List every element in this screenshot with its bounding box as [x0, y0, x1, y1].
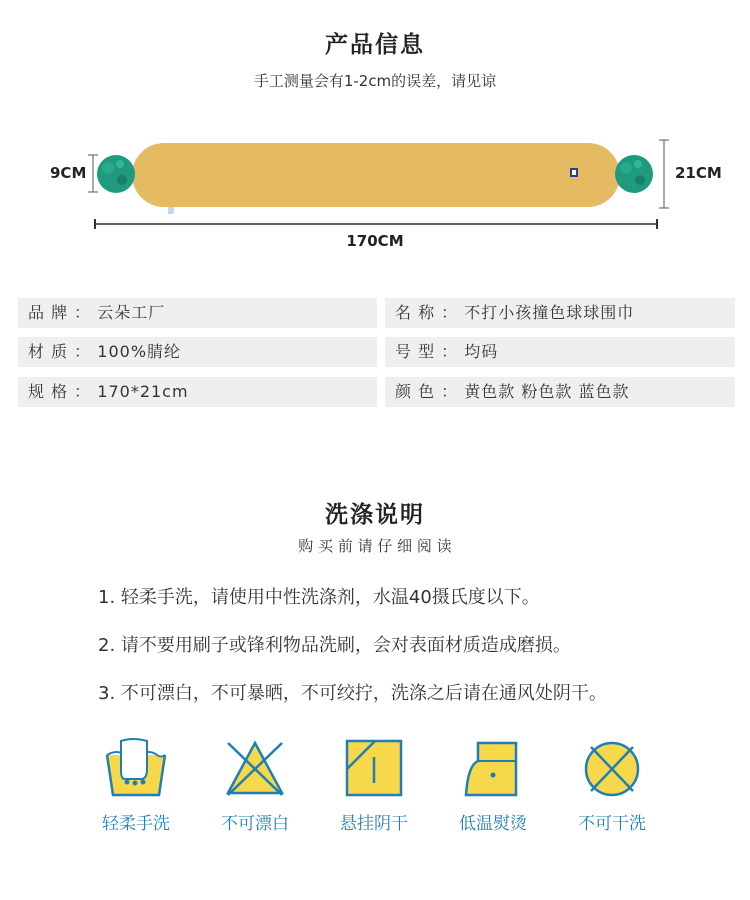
- info-row-name: 名 称 ： 不打小孩撞色球球围巾: [385, 298, 735, 328]
- wash-title: 洗涤说明: [325, 502, 425, 528]
- scarf-hang-tag: [168, 207, 174, 214]
- info-value: 不打小孩撞色球球围巾: [464, 303, 635, 322]
- no-bleach-icon: [222, 735, 288, 801]
- measurement-note: 手工测量会有1-2cm的误差，请见谅: [253, 72, 497, 90]
- product-info-title: 产品信息: [325, 32, 425, 58]
- scarf-body: [132, 143, 620, 207]
- right-pompom: [615, 155, 653, 193]
- care-item-low-iron: [438, 735, 548, 834]
- care-label: 悬挂阴干: [340, 814, 408, 834]
- scarf-diagram: [0, 130, 750, 240]
- info-label: 规 格: [28, 382, 69, 401]
- care-item-no-bleach: [200, 735, 310, 834]
- info-value: 100%腈纶: [97, 342, 182, 361]
- care-label: 不可漂白: [221, 814, 289, 834]
- care-label: 低温熨烫: [459, 814, 527, 834]
- length-label: 170CM: [346, 232, 404, 250]
- left-height-marker: [88, 155, 98, 192]
- info-row-brand: 品 牌 ： 云朵工厂: [18, 298, 377, 328]
- left-height-label: 9CM: [50, 164, 87, 182]
- wash-instruction-2: 2. 请不要用刷子或锋利物品洗刷，会对表面材质造成磨损。: [98, 635, 571, 656]
- wash-instruction-1: 1. 轻柔手洗，请使用中性洗涤剂，水温40摄氏度以下。: [98, 587, 540, 608]
- wash-instruction-3: 3. 不可漂白，不可暴晒，不可绞拧，洗涤之后请在通风处阴干。: [98, 683, 607, 704]
- care-item-no-dry-clean: [557, 735, 667, 834]
- info-value: 170*21cm: [97, 382, 189, 401]
- care-label: 轻柔手洗: [102, 814, 170, 834]
- care-item-shade-dry: [319, 735, 429, 834]
- low-iron-icon: [460, 735, 526, 801]
- info-value: 云朵工厂: [97, 303, 166, 322]
- info-row-size: 号 型 ： 均码: [385, 337, 735, 367]
- right-height-marker: [659, 140, 669, 208]
- care-label: 不可干洗: [578, 814, 646, 834]
- info-label: 品 牌: [28, 303, 69, 322]
- info-label: 名 称: [395, 303, 436, 322]
- wash-subtitle: 购 买 前 请 仔 细 阅 读: [298, 537, 452, 555]
- info-row-spec: 规 格 ： 170*21cm: [18, 377, 377, 407]
- care-item-hand-wash: [81, 735, 191, 834]
- info-row-color: 颜 色 ： 黄色款 粉色款 蓝色款: [385, 377, 735, 407]
- hand-wash-icon: [103, 735, 169, 801]
- info-value: 均码: [464, 342, 499, 361]
- left-pompom: [97, 155, 135, 193]
- info-label: 颜 色: [395, 382, 436, 401]
- length-marker: [95, 219, 657, 229]
- shade-dry-icon: [341, 735, 407, 801]
- info-value: 黄色款 粉色款 蓝色款: [464, 382, 630, 401]
- info-row-material: 材 质 ： 100%腈纶: [18, 337, 377, 367]
- no-dry-clean-icon: [579, 735, 645, 801]
- right-height-label: 21CM: [675, 164, 722, 182]
- info-label: 材 质: [28, 342, 69, 361]
- info-label: 号 型: [395, 342, 436, 361]
